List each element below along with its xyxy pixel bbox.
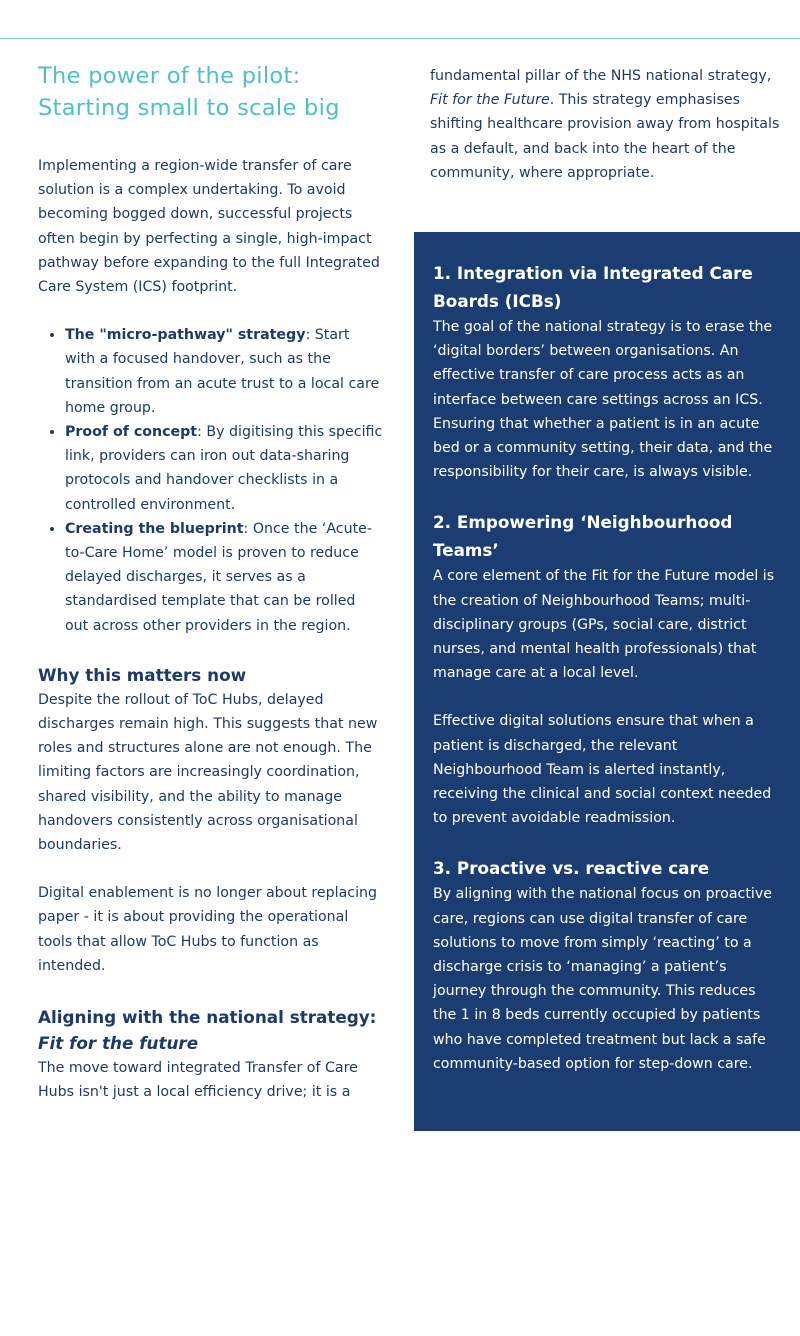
left-column — [38, 60, 383, 1105]
bullet-text: : Start with a focused handover, such as the transition from an acute trust to a local care home group. — [65, 327, 380, 416]
bullet-text: : By digitising this specific link, providers can iron out data-sharing protocols and handover checklists in a controlled environment. — [65, 424, 383, 513]
aligning-continued-start: fundamental pillar of the NHS national strategy, — [430, 68, 772, 84]
bullet-item-micro-pathway — [65, 323, 383, 420]
why-heading: Why this matters now — [38, 664, 247, 685]
spacer — [433, 830, 783, 854]
aligning-subheading: Fit for the future — [38, 1033, 199, 1054]
panel-text-neighbourhood-2: Effective digital solutions ensure that when a patient is discharged, the relevant Neighbourhood Team is alerted instantly, receiving the clinical and social context needed to prevent avoidable readmission. — [433, 713, 772, 827]
why-paragraph-2: Digital enablement is no longer about replacing paper - it is about providing the operational tools that allow ToC Hubs to function as intended. — [38, 885, 378, 974]
top-divider — [0, 38, 800, 39]
spacer — [38, 857, 383, 881]
bullet-term: The "micro-pathway" strategy — [65, 327, 306, 344]
aligning-paragraph-start: The move toward integrated Transfer of Care Hubs isn't just a local efficiency drive; it is a — [38, 1060, 358, 1101]
right-top-column — [430, 64, 780, 185]
panel-text-proactive: By aligning with the national focus on proactive care, regions can use digital transfer of care solutions to move from simply ‘reacting’ to a discharge crisis to ‘managing’ a patient’s journey through the community. This reduces the 1 in 8 beds currently occupied by patients who have completed treatment but lack a safe community-based option for step-down care. — [433, 886, 772, 1072]
page-title-line-1: The power of the pilot: — [38, 63, 301, 89]
panel-heading-neighbourhood: 2. Empowering ‘Neighbourhood Teams’ — [433, 512, 733, 561]
why-paragraph-1: Despite the rollout of ToC Hubs, delayed discharges remain high. This suggests that new roles and structures alone are not enough. The limiting factors are increasingly coordination, shared visibility, and the ability to manage handovers consistently across organisational boundaries. — [38, 691, 378, 854]
intro-paragraph: Implementing a region-wide transfer of care solution is a complex undertaking. To avoid becoming bogged down, successful projects often begin by perfecting a single, high-impact pathway before expanding to the full Integrated Care System (ICS) footprint. — [38, 158, 380, 296]
panel-text-integration: The goal of the national strategy is to erase the ‘digital borders’ between organisations. An effective transfer of care process acts as an interface between care settings across an ICS. Ensuring that whether a patient is in an acute bed or a community setting, their data, and the responsibility for their care, is always visible. — [433, 319, 773, 481]
page-title-line-2: Starting small to scale big — [38, 95, 340, 121]
bullet-item-proof-of-concept — [65, 420, 383, 517]
panel-heading-integration: 1. Integration via Integrated Care Boards (ICBs) — [433, 263, 753, 311]
panel-text-neighbourhood-1: A core element of the Fit for the Future model is the creation of Neighbourhood Teams; multi-disciplinary groups (GPs, social care, district nurses, and mental health professionals) that manage care at a local level. — [433, 568, 775, 682]
pilot-bullet-list — [38, 323, 383, 638]
bullet-item-blueprint — [65, 517, 383, 638]
aligning-continued-end: . This strategy emphasises shifting healthcare provision away from hospitals as a default, and back into the heart of the community, where appropriate. — [430, 92, 780, 181]
page-number: 04 — [749, 1320, 767, 1336]
strategy-panel-content — [433, 259, 783, 1076]
spacer — [433, 484, 783, 508]
panel-heading-proactive: 3. Proactive vs. reactive care — [433, 858, 710, 879]
aligning-paragraph-continued — [430, 64, 780, 185]
strategy-panel — [414, 232, 800, 1336]
bullet-term: Creating the blueprint — [65, 520, 244, 537]
aligning-heading: Aligning with the national strategy: — [38, 1007, 377, 1028]
bullet-text: : Once the ‘Acute-to-Care Home’ model is proven to reduce delayed discharges, it serves as a standardised template that can be rolled out across other providers in the region. — [65, 520, 372, 634]
spacer — [433, 685, 783, 709]
bullet-term: Proof of concept — [65, 424, 198, 441]
page-title — [38, 60, 383, 124]
fit-for-future-italic: Fit for the Future — [430, 92, 550, 109]
